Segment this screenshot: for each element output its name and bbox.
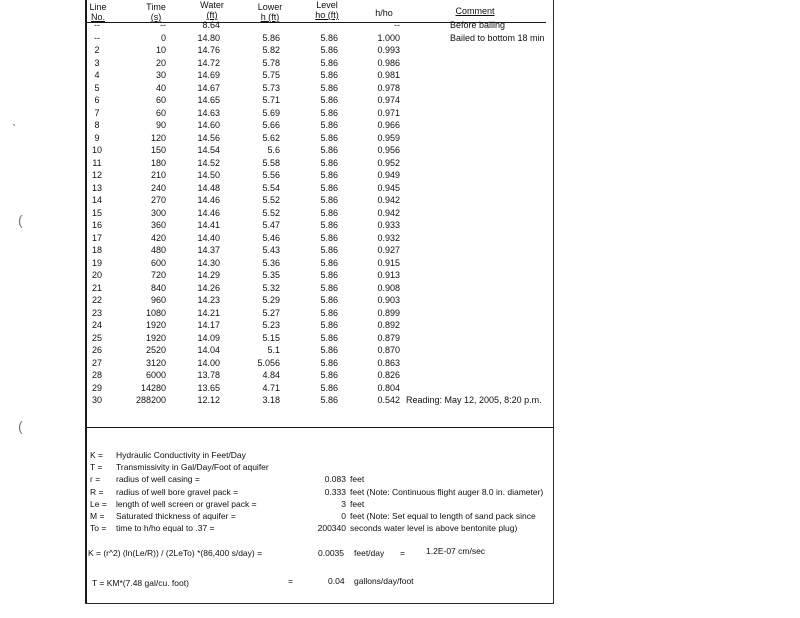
cell-water: 13.65 bbox=[197, 382, 220, 393]
cell-time: 6000 bbox=[145, 370, 166, 380]
cell-ratio: 0.974 bbox=[377, 95, 400, 105]
cell-ho: 5.86 bbox=[320, 395, 338, 405]
cell-line: 24 bbox=[91, 320, 102, 330]
cell-line: 9 bbox=[94, 132, 100, 143]
cell-h: 5.56 bbox=[262, 170, 280, 180]
k-formula: K = (r^2) (ln(Le/R)) / (2LeTo) *(86,400 s/day) = bbox=[88, 548, 263, 558]
cell-comment: Before bailing bbox=[450, 20, 506, 30]
cell-time: -- bbox=[160, 20, 166, 30]
cell-h: 5.36 bbox=[262, 257, 280, 268]
cell-time: 180 bbox=[150, 157, 166, 168]
cell-h: 5.54 bbox=[262, 182, 280, 193]
cell-h: 5.43 bbox=[262, 245, 280, 255]
cell-ho: 5.86 bbox=[320, 245, 338, 255]
cell-water: 13.78 bbox=[197, 370, 220, 380]
cell-h: 5.58 bbox=[262, 157, 280, 168]
cell-time: 2520 bbox=[145, 345, 166, 355]
cell-time: 210 bbox=[150, 170, 166, 180]
legend-note: feet (Note: Set equal to length of sand pack since bbox=[350, 511, 536, 521]
cell-time: 14280 bbox=[140, 382, 166, 393]
legend-description: Transmissivity in Gal/Day/Foot of aquifer bbox=[116, 462, 269, 473]
cell-line: 11 bbox=[92, 157, 102, 168]
punch-mark: ˎ bbox=[12, 110, 17, 126]
cell-h: 5.46 bbox=[262, 232, 280, 243]
cell-ratio: 0.933 bbox=[377, 220, 400, 230]
t-value: 0.04 bbox=[328, 576, 345, 586]
cell-ho: 5.86 bbox=[320, 345, 338, 355]
cell-ratio: 0.927 bbox=[377, 245, 400, 255]
cell-ho: 5.86 bbox=[320, 45, 338, 55]
cell-ho: 5.86 bbox=[320, 357, 338, 368]
cell-ho: 5.86 bbox=[320, 257, 338, 268]
header-ratio: h/ho bbox=[375, 8, 393, 18]
legend-symbol: K = bbox=[90, 450, 103, 460]
cell-line: 5 bbox=[94, 82, 100, 93]
cell-time: 960 bbox=[150, 295, 166, 305]
cell-h: 5.47 bbox=[262, 220, 280, 230]
cell-h: 4.71 bbox=[262, 382, 280, 393]
cell-ratio: 0.981 bbox=[377, 70, 400, 80]
cell-line: 25 bbox=[91, 332, 102, 343]
cell-h: 5.29 bbox=[262, 295, 280, 305]
cell-ratio: 0.826 bbox=[377, 370, 400, 380]
cell-water: 14.80 bbox=[197, 32, 220, 43]
cell-ratio: 0.942 bbox=[377, 207, 400, 218]
cell-line: 13 bbox=[91, 182, 102, 193]
cell-line: 18 bbox=[91, 245, 102, 255]
cell-time: 3120 bbox=[145, 357, 166, 368]
cell-ho: 5.86 bbox=[320, 320, 338, 330]
cell-h: 5.71 bbox=[262, 95, 280, 105]
cell-h: 5.66 bbox=[262, 120, 280, 130]
header-time: Time (s) bbox=[146, 2, 166, 22]
cell-ho: 5.86 bbox=[320, 170, 338, 180]
cell-ho: 5.86 bbox=[320, 107, 338, 118]
k-unit: feet/day bbox=[354, 548, 385, 558]
legend-value: 0.083 bbox=[324, 474, 346, 485]
cell-line: 30 bbox=[91, 395, 102, 405]
cell-water: 14.04 bbox=[197, 345, 220, 355]
cell-h: 4.84 bbox=[262, 370, 280, 380]
frame-right-border bbox=[553, 0, 554, 604]
cell-h: 5.23 bbox=[262, 320, 280, 330]
legend-value: 0.333 bbox=[324, 486, 346, 497]
cell-ratio: 0.932 bbox=[377, 232, 400, 243]
cell-line: -- bbox=[94, 32, 100, 43]
cell-h: 5.73 bbox=[262, 82, 280, 93]
punch-mark: ( bbox=[18, 418, 23, 434]
cell-water: 14.65 bbox=[197, 95, 220, 105]
cell-ratio: 0.913 bbox=[377, 270, 400, 280]
cell-water: 14.00 bbox=[197, 357, 220, 368]
cell-line: 27 bbox=[91, 357, 102, 368]
cell-ho: 5.86 bbox=[320, 145, 338, 155]
cell-ho: 5.86 bbox=[320, 195, 338, 205]
cell-ho: 5.86 bbox=[320, 32, 338, 43]
cell-ho: 5.86 bbox=[320, 232, 338, 243]
cell-ratio: 0.966 bbox=[377, 120, 400, 130]
cell-ho: 5.86 bbox=[320, 157, 338, 168]
cell-ho: 5.86 bbox=[320, 370, 338, 380]
cell-line: 2 bbox=[94, 45, 100, 55]
cell-line: 22 bbox=[91, 295, 102, 305]
cell-ho: 5.86 bbox=[320, 270, 338, 280]
cell-h: 5.15 bbox=[262, 332, 280, 343]
k-alt-value: 1.2E-07 cm/sec bbox=[426, 546, 486, 556]
header-water: Water (ft) bbox=[200, 0, 224, 20]
legend-description: radius of well casing = bbox=[116, 474, 200, 485]
cell-time: 840 bbox=[150, 282, 166, 293]
punch-mark: ( bbox=[18, 212, 23, 228]
cell-time: 720 bbox=[150, 270, 166, 280]
cell-time: 120 bbox=[150, 132, 166, 143]
header-line: Line No. bbox=[89, 2, 107, 22]
cell-water: 14.50 bbox=[197, 170, 220, 180]
cell-ratio: 0.863 bbox=[377, 357, 400, 368]
cell-ratio: 0.993 bbox=[377, 45, 400, 55]
legend-symbol: To = bbox=[90, 523, 107, 534]
cell-time: 270 bbox=[150, 195, 166, 205]
cell-line: 12 bbox=[91, 170, 102, 180]
cell-time: 10 bbox=[155, 45, 166, 55]
cell-ho: 5.86 bbox=[320, 132, 338, 143]
cell-line: 8 bbox=[94, 120, 100, 130]
cell-time: 420 bbox=[150, 232, 166, 243]
cell-water: 14.46 bbox=[197, 207, 220, 218]
legend-note: feet bbox=[350, 498, 365, 509]
cell-line: 26 bbox=[91, 345, 102, 355]
t-unit: gallons/day/foot bbox=[354, 576, 414, 586]
header-lower: Lower h (ft) bbox=[257, 2, 283, 22]
cell-water: 14.37 bbox=[197, 245, 220, 255]
cell-time: 40 bbox=[155, 82, 166, 93]
legend-note: seconds water level is above bentonite plug) bbox=[350, 523, 518, 534]
cell-h: 3.18 bbox=[262, 395, 280, 405]
cell-ho: 5.86 bbox=[320, 57, 338, 68]
cell-line: 23 bbox=[91, 307, 102, 318]
cell-ho: 5.86 bbox=[320, 295, 338, 305]
cell-h: 5.6 bbox=[267, 145, 280, 155]
cell-ratio: 0.949 bbox=[377, 170, 400, 180]
cell-h: 5.82 bbox=[262, 45, 280, 55]
cell-line: 29 bbox=[91, 382, 102, 393]
cell-line: 16 bbox=[91, 220, 102, 230]
cell-ho: 5.86 bbox=[320, 120, 338, 130]
cell-time: 60 bbox=[155, 95, 166, 105]
cell-ratio: 0.956 bbox=[377, 145, 400, 155]
cell-line: 10 bbox=[91, 145, 102, 155]
cell-ratio: 0.971 bbox=[377, 107, 400, 118]
cell-line: 4 bbox=[94, 70, 100, 80]
cell-h: 5.32 bbox=[262, 282, 280, 293]
cell-line: -- bbox=[94, 20, 100, 30]
cell-time: 1080 bbox=[145, 307, 166, 318]
cell-time: 1920 bbox=[145, 332, 166, 343]
cell-h: 5.52 bbox=[262, 207, 280, 218]
header-comment: Comment bbox=[455, 6, 495, 16]
t-equals: = bbox=[288, 576, 293, 586]
cell-water: 14.67 bbox=[197, 82, 220, 93]
cell-comment: Bailed to bottom 18 min bbox=[450, 32, 545, 43]
cell-water: 12.12 bbox=[197, 395, 220, 405]
cell-line: 28 bbox=[91, 370, 102, 380]
cell-h: 5.62 bbox=[262, 132, 280, 143]
cell-line: 6 bbox=[94, 95, 100, 105]
cell-water: 8.64 bbox=[202, 20, 220, 30]
cell-h: 5.056 bbox=[257, 357, 280, 368]
cell-h: 5.52 bbox=[262, 195, 280, 205]
legend-value: 3 bbox=[341, 498, 346, 509]
cell-ho: 5.86 bbox=[320, 282, 338, 293]
cell-ratio: 0.892 bbox=[377, 320, 400, 330]
t-formula: T = KM*(7.48 gal/cu. foot) bbox=[92, 578, 189, 588]
cell-ho: 5.86 bbox=[320, 307, 338, 318]
cell-h: 5.35 bbox=[262, 270, 280, 280]
cell-h: 5.86 bbox=[262, 32, 280, 43]
cell-line: 15 bbox=[91, 207, 102, 218]
cell-ratio: 0.542 bbox=[377, 395, 400, 405]
cell-line: 7 bbox=[94, 107, 100, 118]
legend-description: time to h/ho equal to .37 = bbox=[116, 523, 215, 534]
cell-water: 14.30 bbox=[197, 257, 220, 268]
k-equals: = bbox=[400, 548, 405, 558]
cell-ho: 5.86 bbox=[320, 382, 338, 393]
cell-comment: Reading: May 12, 2005, 8:20 p.m. bbox=[406, 395, 542, 405]
cell-water: 14.26 bbox=[197, 282, 220, 293]
cell-water: 14.72 bbox=[197, 57, 220, 68]
cell-ho: 5.86 bbox=[320, 207, 338, 218]
cell-ratio: 0.903 bbox=[377, 295, 400, 305]
cell-ratio: 0.959 bbox=[377, 132, 400, 143]
cell-water: 14.60 bbox=[197, 120, 220, 130]
cell-time: 60 bbox=[155, 107, 166, 118]
legend-symbol: T = bbox=[90, 462, 103, 473]
cell-line: 21 bbox=[91, 282, 102, 293]
cell-water: 14.48 bbox=[197, 182, 220, 193]
cell-h: 5.1 bbox=[267, 345, 280, 355]
table-bottom-rule bbox=[86, 427, 553, 428]
cell-ho: 5.86 bbox=[320, 70, 338, 80]
cell-h: 5.78 bbox=[262, 57, 280, 68]
cell-ratio: 0.870 bbox=[377, 345, 400, 355]
cell-water: 14.76 bbox=[197, 45, 220, 55]
cell-line: 19 bbox=[91, 257, 102, 268]
cell-line: 17 bbox=[91, 232, 102, 243]
legend-note: feet (Note: Continuous flight auger 8.0 in. diameter) bbox=[350, 486, 544, 497]
cell-ho: 5.86 bbox=[320, 332, 338, 343]
cell-ratio: 0.804 bbox=[377, 382, 400, 393]
cell-time: 600 bbox=[150, 257, 166, 268]
cell-water: 14.29 bbox=[197, 270, 220, 280]
cell-ratio: 0.879 bbox=[377, 332, 400, 343]
k-value: 0.0035 bbox=[318, 548, 344, 558]
legend-symbol: M = bbox=[90, 511, 105, 521]
cell-ratio: 0.978 bbox=[377, 82, 400, 93]
cell-ratio: 0.986 bbox=[377, 57, 400, 68]
legend-note: feet bbox=[350, 474, 365, 485]
legend-value: 0 bbox=[341, 511, 346, 521]
cell-ratio: 1.000 bbox=[377, 32, 400, 43]
cell-time: 240 bbox=[150, 182, 166, 193]
cell-water: 14.17 bbox=[197, 320, 220, 330]
cell-h: 5.69 bbox=[262, 107, 280, 118]
cell-water: 14.23 bbox=[197, 295, 220, 305]
legend-value: 200340 bbox=[317, 523, 346, 534]
cell-water: 14.52 bbox=[197, 157, 220, 168]
cell-time: 0 bbox=[160, 32, 166, 43]
cell-water: 14.69 bbox=[197, 70, 220, 80]
cell-time: 1920 bbox=[145, 320, 166, 330]
cell-time: 480 bbox=[150, 245, 166, 255]
cell-ho: 5.86 bbox=[320, 95, 338, 105]
legend-description: radius of well bore gravel pack = bbox=[116, 486, 239, 497]
legend-description: Saturated thickness of aquifer = bbox=[116, 511, 236, 521]
cell-time: 150 bbox=[150, 145, 166, 155]
frame-bottom-border bbox=[85, 603, 554, 604]
cell-time: 360 bbox=[150, 220, 166, 230]
cell-water: 14.09 bbox=[197, 332, 220, 343]
cell-ho: 5.86 bbox=[320, 82, 338, 93]
cell-time: 288200 bbox=[135, 395, 166, 405]
cell-ho: 5.86 bbox=[320, 220, 338, 230]
cell-time: 300 bbox=[150, 207, 166, 218]
legend-description: Hydraulic Conductivity in Feet/Day bbox=[116, 450, 246, 460]
cell-time: 20 bbox=[155, 57, 166, 68]
legend-symbol: R = bbox=[90, 486, 104, 497]
cell-water: 14.21 bbox=[197, 307, 220, 318]
header-level: Level ho (ft) bbox=[315, 0, 339, 20]
cell-line: 20 bbox=[91, 270, 102, 280]
cell-ratio: -- bbox=[394, 20, 400, 30]
cell-time: 90 bbox=[155, 120, 166, 130]
cell-h: 5.27 bbox=[262, 307, 280, 318]
cell-ratio: 0.915 bbox=[377, 257, 400, 268]
legend-symbol: Le = bbox=[90, 498, 107, 509]
cell-ratio: 0.945 bbox=[377, 182, 400, 193]
cell-ratio: 0.908 bbox=[377, 282, 400, 293]
cell-water: 14.41 bbox=[197, 220, 220, 230]
cell-time: 30 bbox=[155, 70, 166, 80]
cell-h: 5.75 bbox=[262, 70, 280, 80]
cell-ratio: 0.942 bbox=[377, 195, 400, 205]
cell-water: 14.63 bbox=[197, 107, 220, 118]
cell-line: 3 bbox=[94, 57, 100, 68]
legend-description: length of well screen or gravel pack = bbox=[116, 498, 257, 509]
cell-water: 14.54 bbox=[197, 145, 220, 155]
cell-water: 14.56 bbox=[197, 132, 220, 143]
cell-water: 14.40 bbox=[197, 232, 220, 243]
cell-line: 14 bbox=[91, 195, 102, 205]
cell-ho: 5.86 bbox=[320, 182, 338, 193]
legend-symbol: r = bbox=[90, 474, 101, 485]
cell-ratio: 0.899 bbox=[377, 307, 400, 318]
cell-water: 14.46 bbox=[197, 195, 220, 205]
cell-ratio: 0.952 bbox=[377, 157, 400, 168]
